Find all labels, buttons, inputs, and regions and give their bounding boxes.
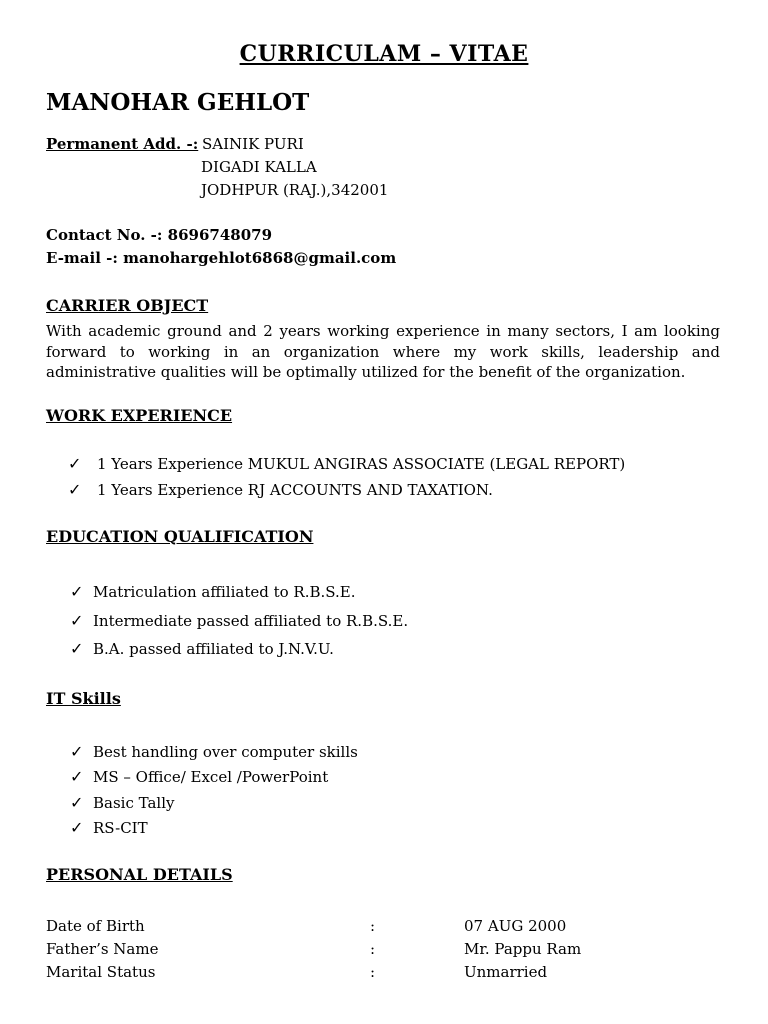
education-item-text: B.A. passed affiliated to J.N.V.U. — [93, 640, 334, 658]
work-item — [68, 454, 625, 473]
checkmark-icon: ✓ — [68, 480, 82, 499]
address-label: Permanent Add. -: — [46, 135, 199, 153]
checkmark-icon: ✓ — [70, 793, 84, 812]
work-heading: WORK EXPERIENCE — [46, 406, 233, 425]
address-line-1: SAINIK PURI — [202, 135, 304, 153]
work-item — [68, 480, 493, 499]
personal-label-father: Father’s Name — [46, 940, 159, 958]
address-line-3: JODHPUR (RAJ.),342001 — [201, 181, 389, 199]
education-heading: EDUCATION QUALIFICATION — [46, 527, 314, 546]
checkmark-icon: ✓ — [70, 767, 84, 786]
checkmark-icon: ✓ — [70, 818, 84, 837]
skill-item — [70, 767, 328, 786]
skill-item-text: RS-CIT — [93, 819, 148, 837]
it-skills-heading: IT Skills — [46, 689, 121, 708]
skill-item-text: Basic Tally — [93, 794, 175, 812]
personal-value-marital: Unmarried — [464, 963, 548, 981]
education-item-text: Matriculation affiliated to R.B.S.E. — [93, 583, 356, 601]
education-item-text: Intermediate passed affiliated to R.B.S.E. — [93, 612, 409, 630]
contact-email: E-mail -: manohargehlot6868@gmail.com — [46, 249, 397, 267]
skill-item — [70, 742, 358, 761]
objective-text: With academic ground and 2 years working experience in many sectors, I am looking forward to working in an organization where my work skills, leadership and administrative qualities will be optimally utilized for the benefit of the organization. — [46, 322, 720, 381]
education-item — [70, 639, 334, 658]
objective-heading: CARRIER OBJECT — [46, 296, 209, 315]
personal-value-dob: 07 AUG 2000 — [464, 917, 567, 935]
education-item — [70, 611, 408, 630]
education-item — [70, 582, 356, 601]
personal-separator: : — [370, 963, 376, 981]
personal-value-father: Mr. Pappu Ram — [464, 940, 582, 958]
work-item-text: 1 Years Experience MUKUL ANGIRAS ASSOCIATE (LEGAL REPORT) — [97, 455, 626, 473]
checkmark-icon: ✓ — [70, 582, 84, 601]
personal-label-dob: Date of Birth — [46, 917, 145, 935]
contact-number: Contact No. -: 8696748079 — [46, 226, 273, 244]
personal-label-marital: Marital Status — [46, 963, 156, 981]
personal-separator: : — [370, 917, 376, 935]
skill-item-text: MS – Office/ Excel /PowerPoint — [93, 768, 329, 786]
skill-item — [70, 818, 148, 837]
candidate-name: MANOHAR GEHLOT — [46, 89, 310, 116]
skill-item — [70, 793, 174, 812]
checkmark-icon: ✓ — [68, 454, 82, 473]
skill-item-text: Best handling over computer skills — [93, 743, 358, 761]
checkmark-icon: ✓ — [70, 742, 84, 761]
document-title: CURRICULAM – VITAE — [239, 41, 529, 67]
personal-heading: PERSONAL DETAILS — [46, 865, 233, 884]
work-item-text: 1 Years Experience RJ ACCOUNTS AND TAXATION. — [97, 481, 493, 499]
checkmark-icon: ✓ — [70, 611, 84, 630]
address-line-2: DIGADI KALLA — [201, 158, 317, 176]
personal-separator: : — [370, 940, 376, 958]
checkmark-icon: ✓ — [70, 639, 84, 658]
